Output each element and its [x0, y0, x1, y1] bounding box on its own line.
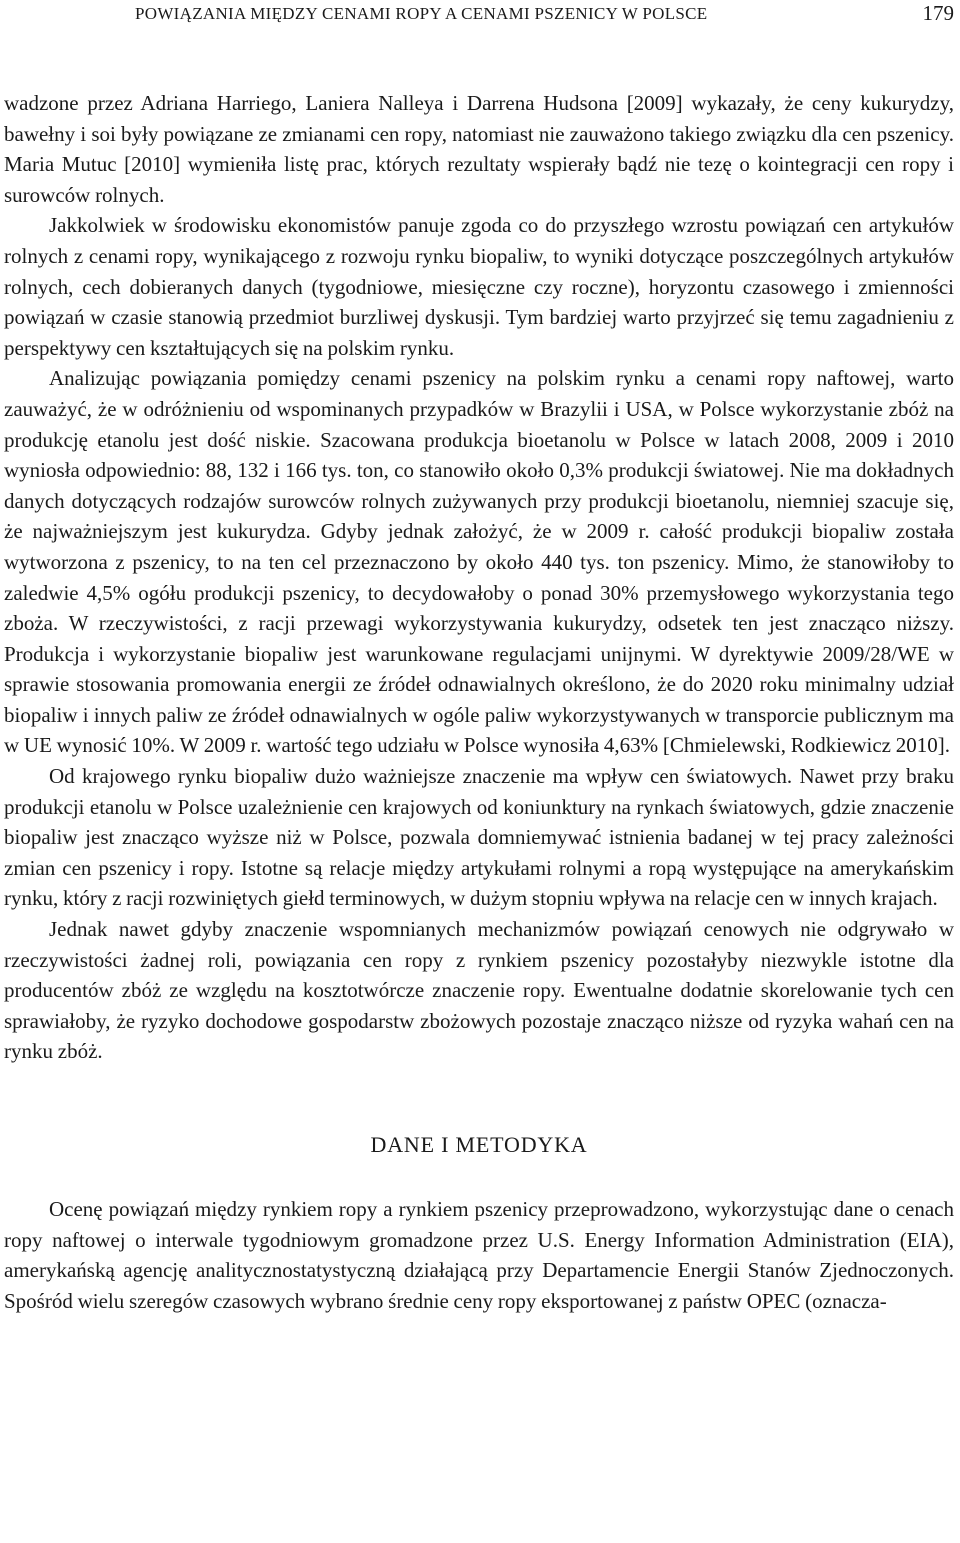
paragraph: Analizując powiązania pomiędzy cenami pszenicy na polskim rynku a cenami ropy naftowej, warto zauważyć, że w odróżnieniu od wspominanych przypadków w Brazylii i USA, w Polsce wykorzystanie zbóż na produkcję etanolu jest dość niskie. Szacowana produkcja bioetanolu w Polsce w latach 2008, 2009 i 2010 wyniosła odpowiednio: 88, 132 i 166 tys. ton, co stanowiło około 0,3% produkcji światowej. Nie ma dokładnych danych dotyczących rodzajów surowców rolnych zużywanych przy produkcji bioetanolu, niemniej szacuje się, że najważniejszym jest kukurydza. Gdyby jednak założyć, że w 2009 r. całość produkcji biopaliw została wytworzona z pszenicy, to na ten cel przeznaczono by około 440 tys. ton pszenicy. Mimo, że stanowiłoby to zaledwie 4,5% ogółu produkcji pszenicy, to decydowałoby o ponad 30% przemysłowego wykorzystania tego zboża. W rzeczywistości, z racji przewagi wykorzystywania kukurydzy, odsetek ten jest znacząco niższy. Produkcja i wykorzystanie biopaliw jest warunkowane regulacjami unijnymi. W dyrektywie 2009/28/WE w sprawie stosowania promowania energii ze źródeł odnawialnych określono, że do 2020 roku minimalny udział biopaliw i innych paliw ze źródeł odnawialnych w ogóle paliw wykorzystywanych w transporcie publicznym ma w UE wynosić 10%. W 2009 r. wartość tego udziału w Polsce wynosiła 4,63% [Chmielewski, Rodkiewicz 2010].: [4, 366, 954, 758]
page-number: 179: [922, 1, 954, 25]
paragraph: Jednak nawet gdyby znaczenie wspomnianych mechanizmów powiązań cenowych nie odgrywało w rzeczywistości żadnej roli, powiązania cen ropy z rynkiem pszenicy pozostałyby niezwykle istotne dla producentów zbóż ze względu na kosztotwórcze znaczenie ropy. Ewentualne dodatnie skorelowanie tych cen sprawiałoby, że ryzyko dochodowe gospodarstw zbożowych pozostaje znacząco niższe od ryzyka wahań cen na rynku zbóż.: [4, 917, 954, 1064]
paragraph-continued: wadzone przez Adriana Harriego, Laniera Nalleya i Darrena Hudsona [2009] wykazały, że ceny kukurydzy, bawełny i soi były powiązane ze zmianami cen ropy, natomiast nie zauważono takiego związku dla cen pszenicy. Maria Mutuc [2010] wymieniła listę prac, których rezultaty wspierały bądź nie tezę o kointegracji cen ropy i surowców rolnych.: [4, 91, 954, 207]
paragraph: Od krajowego rynku biopaliw dużo ważniejsze znaczenie ma wpływ cen światowych. Nawet przy braku produkcji etanolu w Polsce uzależnienie cen krajowych od koniunktury na rynkach światowych, gdzie znaczenie biopaliw jest znacząco wyższe niż w Polsce, pozwala domniemywać istnienia badanej w tej pracy zależności zmian cen pszenicy i ropy. Istotne są relacje między artykułami rolnymi a ropą występujące na amerykańskim rynku, który z racji rozwiniętych giełd terminowych, w dużym stopniu wpływa na relacje cen w innych krajach.: [4, 764, 954, 911]
page-body: [4, 88, 954, 1316]
running-title: POWIĄZANIA MIĘDZY CENAMI ROPY A CENAMI PSZENICY W POLSCE: [135, 4, 708, 23]
running-header: [0, 0, 960, 30]
paragraph: Jakkolwiek w środowisku ekonomistów panuje zgoda co do przyszłego wzrostu powiązań cen artykułów rolnych z cenami ropy, wynikającego z rozwoju rynku biopaliw, to wyniki dotyczące poszczególnych artykułów rolnych, cech dobieranych danych (tygodniowe, miesięczne czy roczne), horyzontu czasowego i zmienności powiązań w czasie stanowią przedmiot burzliwej dyskusji. Tym bardziej warto przyjrzeć się temu zagadnieniu z perspektywy cen kształtujących się na polskim rynku.: [4, 213, 954, 360]
paragraph: Ocenę powiązań między rynkiem ropy a rynkiem pszenicy przeprowadzono, wykorzystując dane o cenach ropy naftowej o interwale tygodniowym gromadzone przez U.S. Energy Information Administration (EIA), amerykańską agencję analitycznostatystyczną działającą przy Departamencie Energii Stanów Zjednoczonych. Spośród wielu szeregów czasowych wybrano średnie ceny ropy eksportowanej z państw OPEC (oznacza-: [4, 1197, 954, 1313]
section-heading: DANE I METODYKA: [370, 1132, 588, 1157]
